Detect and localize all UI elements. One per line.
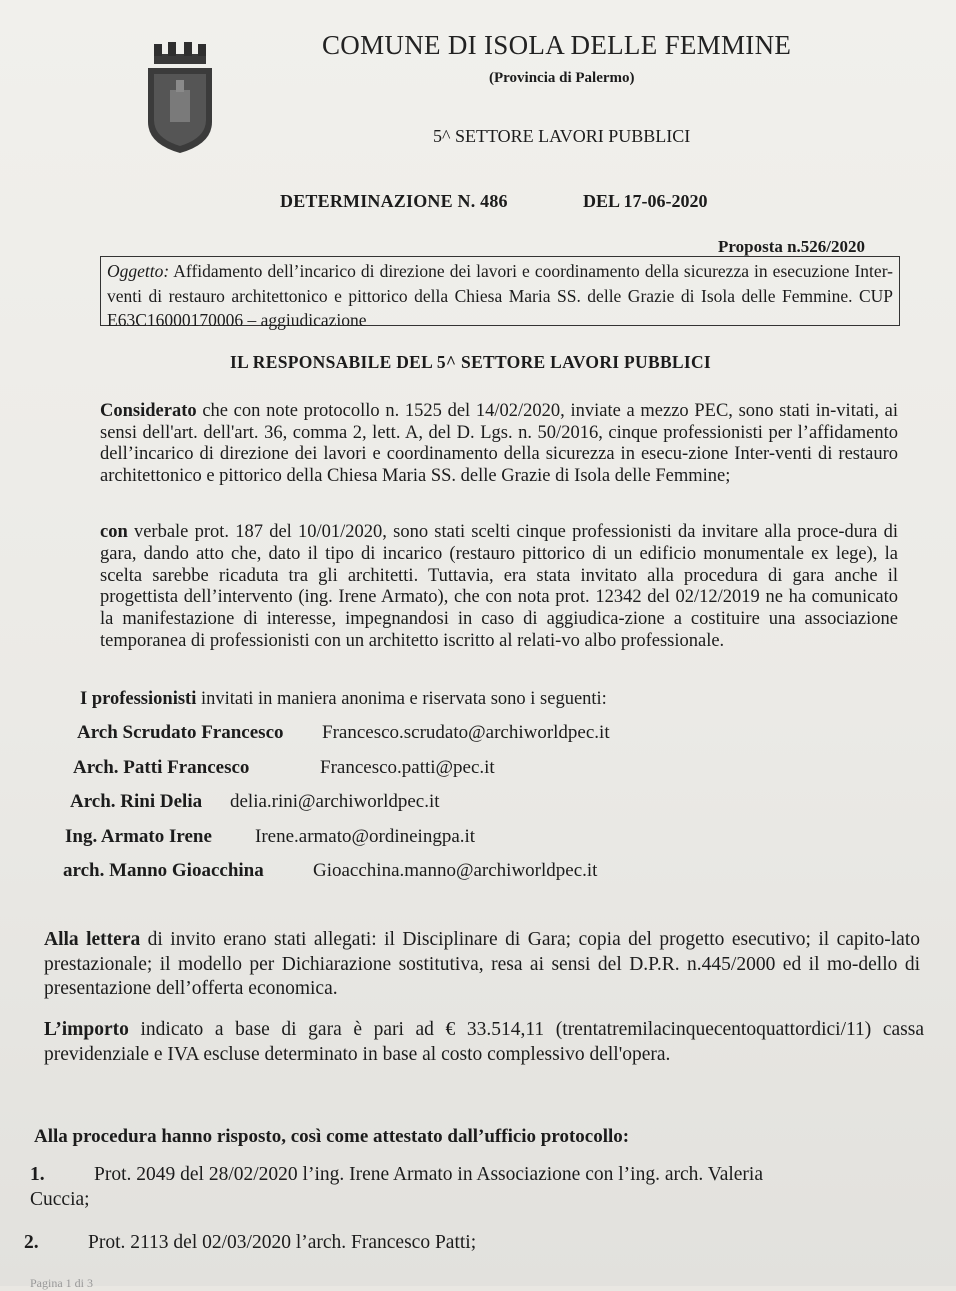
paragraph-lead: Considerato [100, 401, 197, 421]
paragraph-professionisti [80, 689, 900, 711]
paragraph-lettera [44, 928, 920, 1002]
professionista-name: arch. Manno Gioacchina [63, 860, 264, 881]
paragraph-text: indicato a base di gara è pari ad € 33.514,11 (trentatremilacinquecentoquattordici/11) cassa previdenziale e IVA escluse determinato in base al costo complessivo dell'opera. [44, 1019, 924, 1065]
determinazione-date: DEL 17-06-2020 [583, 191, 708, 211]
professionista-name: Arch. Patti Francesco [73, 757, 250, 778]
professionista-name: Ing. Armato Irene [65, 826, 212, 847]
paragraph-text: verbale prot. 187 del 10/01/2020, sono stati scelti cinque professionisti da invitare alla proce-dura di gara, dando atto che, dato il tipo di incarico (restauro pittorico di un edificio monumentale ex lege), la scelta sarebbe ricaduta tra gli architetti. Tuttavia, era stata invitato alla procedura di gara anche il progettista dell’intervento (ing. Irene Armato), che con nota prot. 12342 del 02/12/2019 ne ha comunicato la manifestazione di interesse, impegnandosi in caso di aggiudica-zione a costituire una associazione temporanea di professionisti con un architetto iscritto al relati-vo albo professionale. [100, 522, 898, 651]
oggetto-label: Oggetto: [107, 261, 170, 281]
item-text: Prot. 2049 del 28/02/2020 l’ing. Irene Armato in Associazione con l’ing. arch. Valeria [94, 1164, 763, 1185]
oggetto-text: Affidamento dell’incarico di direzione dei lavori e coordinamento della sicurezza in esecuzione Inter-venti di restauro architettonico e pittorico della Chiesa Maria SS. delle Grazie di Isola delle Femmine. CUP E63C16000170006 – aggiudicazione [107, 261, 893, 330]
professionista-name: Arch. Rini Delia [70, 791, 203, 812]
professionista-email: Gioacchina.manno@archiworldpec.it [313, 860, 598, 881]
settore-title: 5^ SETTORE LAVORI PUBBLICI [433, 126, 691, 146]
risposte-heading: Alla procedura hanno risposto, così come attestato dall’ufficio protocollo: [34, 1126, 630, 1147]
paragraph-text: di invito erano stati allegati: il Disciplinare di Gara; copia del progetto esecutivo; il capito-lato prestazionale; il modello per Dichiarazione sostitutiva, resa ai sensi del D.P.R. n.445/2000 ed il mo-dello di presentazione dell’offerta economica. [44, 929, 920, 999]
page-footer: Pagina 1 di 3 [30, 1276, 93, 1290]
item-text-continuation: Cuccia; [30, 1189, 90, 1210]
paragraph-lead: L’importo [44, 1019, 129, 1040]
oggetto-box [100, 256, 900, 330]
item-text: Prot. 2113 del 02/03/2020 l’arch. Francesco Patti; [88, 1232, 477, 1253]
paragraph-lead: I professionisti [80, 689, 197, 709]
municipal-crest-icon [140, 40, 220, 155]
proposta-number: Proposta n.526/2020 [718, 237, 866, 256]
paragraph-lead: con [100, 522, 128, 542]
provincia-subtitle: (Provincia di Palermo) [489, 70, 635, 86]
professionista-email: Francesco.scrudato@archiworldpec.it [322, 722, 610, 743]
paragraph-text: invitati in maniera anonima e riservata sono i seguenti: [196, 689, 607, 709]
professionista-email: delia.rini@archiworldpec.it [230, 791, 440, 812]
paragraph-text: che con note protocollo n. 1525 del 14/02/2020, inviate a mezzo PEC, sono stati in-vitati, ai sensi dell'art. dell'art. 36, comma 2, lett. A, del D. Lgs. n. 50/2016, cinque professionisti per l’affidamento dell’incarico di direzione dei lavori e coordinamento della sicurezza in esecu-zione Inter-venti di restauro architettonico e pittorico della Chiesa Maria SS. delle Grazie di Isola delle Femmine; [100, 401, 898, 486]
paragraph-lead: Alla lettera [44, 929, 141, 950]
determinazione-number: DETERMINAZIONE N. 486 [280, 191, 508, 211]
comune-title: COMUNE DI ISOLA DELLE FEMMINE [322, 30, 792, 60]
item-number: 1. [30, 1164, 45, 1185]
professionista-email: Francesco.patti@pec.it [320, 757, 495, 778]
section-heading: IL RESPONSABILE DEL 5^ SETTORE LAVORI PUBBLICI [230, 352, 712, 372]
paragraph-considerato [100, 401, 898, 487]
paragraph-importo [44, 1018, 924, 1067]
paragraph-verbale [100, 522, 898, 653]
item-number: 2. [24, 1232, 39, 1253]
professionista-email: Irene.armato@ordineingpa.it [255, 826, 476, 847]
professionista-name: Arch Scrudato Francesco [77, 722, 284, 743]
